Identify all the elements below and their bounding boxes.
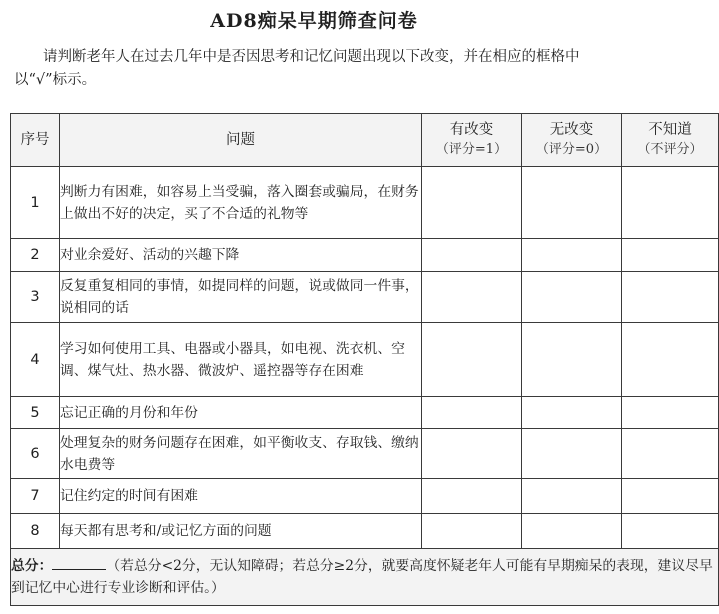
checkbox-changed[interactable] — [422, 479, 522, 514]
question-row — [11, 397, 719, 429]
checkbox-unchanged[interactable] — [522, 239, 622, 272]
total-label: 总分： — [11, 558, 53, 574]
header-unchanged-label: 无改变 — [549, 122, 594, 138]
checkbox-changed[interactable] — [422, 397, 522, 429]
question-text: 判断力有困难，如容易上当受骗，落入圈套或骗局，在财务上做出不好的决定，买了不合适的礼物等 — [60, 167, 422, 239]
total-row — [11, 549, 719, 606]
checkbox-changed[interactable] — [422, 323, 522, 397]
header-changed-score: （评分=1） — [435, 142, 508, 157]
question-row — [11, 323, 719, 397]
question-text: 每天都有思考和/或记忆方面的问题 — [60, 514, 422, 549]
checkbox-changed[interactable] — [422, 239, 522, 272]
question-row — [11, 429, 719, 479]
row-number: 5 — [11, 397, 60, 429]
header-unchanged — [522, 114, 622, 167]
header-unknown — [622, 114, 719, 167]
checkbox-changed[interactable] — [422, 514, 522, 549]
questionnaire-table — [10, 113, 719, 606]
total-note: （若总分<2分，无认知障碍；若总分≥2分，就要高度怀疑老年人可能有早期痴呆的表现，建议尽早到记忆中心进行专业诊断和评估。） — [11, 558, 713, 596]
row-number: 1 — [11, 167, 60, 239]
instructions: 请判断老年人在过去几年中是否因思考和记忆问题出现以下改变，并在相应的框格中以“√”标示。 — [14, 49, 580, 88]
question-text: 忘记正确的月份和年份 — [60, 397, 422, 429]
question-row — [11, 479, 719, 514]
header-question: 问题 — [60, 114, 422, 167]
header-unknown-score: （不评分） — [637, 142, 703, 157]
row-number: 3 — [11, 272, 60, 323]
checkbox-unchanged[interactable] — [522, 167, 622, 239]
checkbox-unchanged[interactable] — [522, 397, 622, 429]
checkbox-unchanged[interactable] — [522, 323, 622, 397]
checkbox-unknown[interactable] — [622, 323, 719, 397]
question-text: 对业余爱好、活动的兴趣下降 — [60, 239, 422, 272]
question-text: 反复重复相同的事情，如提同样的问题，说或做同一件事，说相同的话 — [60, 272, 422, 323]
checkbox-unchanged[interactable] — [522, 479, 622, 514]
checkbox-unknown[interactable] — [622, 429, 719, 479]
checkbox-changed[interactable] — [422, 167, 522, 239]
checkbox-unknown[interactable] — [622, 479, 719, 514]
header-changed-label: 有改变 — [449, 122, 494, 138]
header-unknown-label: 不知道 — [648, 122, 692, 138]
total-score-blank[interactable] — [52, 555, 106, 570]
question-row — [11, 239, 719, 272]
page-title: AD8痴呆早期筛查问卷 — [210, 10, 418, 32]
header-unchanged-score: （评分=0） — [535, 142, 608, 157]
total-cell — [11, 549, 719, 606]
checkbox-changed[interactable] — [422, 429, 522, 479]
checkbox-unchanged[interactable] — [522, 514, 622, 549]
checkbox-unknown[interactable] — [622, 239, 719, 272]
row-number: 2 — [11, 239, 60, 272]
question-row — [11, 167, 719, 239]
row-number: 7 — [11, 479, 60, 514]
checkbox-unknown[interactable] — [622, 514, 719, 549]
checkbox-unknown[interactable] — [622, 167, 719, 239]
checkbox-unchanged[interactable] — [522, 429, 622, 479]
header-changed — [422, 114, 522, 167]
question-row — [11, 272, 719, 323]
header-row — [11, 114, 719, 167]
question-text: 学习如何使用工具、电器或小器具，如电视、洗衣机、空调、煤气灶、热水器、微波炉、遥控器等存在困难 — [60, 323, 422, 397]
checkbox-unchanged[interactable] — [522, 272, 622, 323]
checkbox-unknown[interactable] — [622, 272, 719, 323]
row-number: 4 — [11, 323, 60, 397]
header-index: 序号 — [11, 114, 60, 167]
question-row — [11, 514, 719, 549]
question-text: 处理复杂的财务问题存在困难，如平衡收支、存取钱、缴纳水电费等 — [60, 429, 422, 479]
checkbox-changed[interactable] — [422, 272, 522, 323]
question-text: 记住约定的时间有困难 — [60, 479, 422, 514]
checkbox-unknown[interactable] — [622, 397, 719, 429]
row-number: 6 — [11, 429, 60, 479]
row-number: 8 — [11, 514, 60, 549]
